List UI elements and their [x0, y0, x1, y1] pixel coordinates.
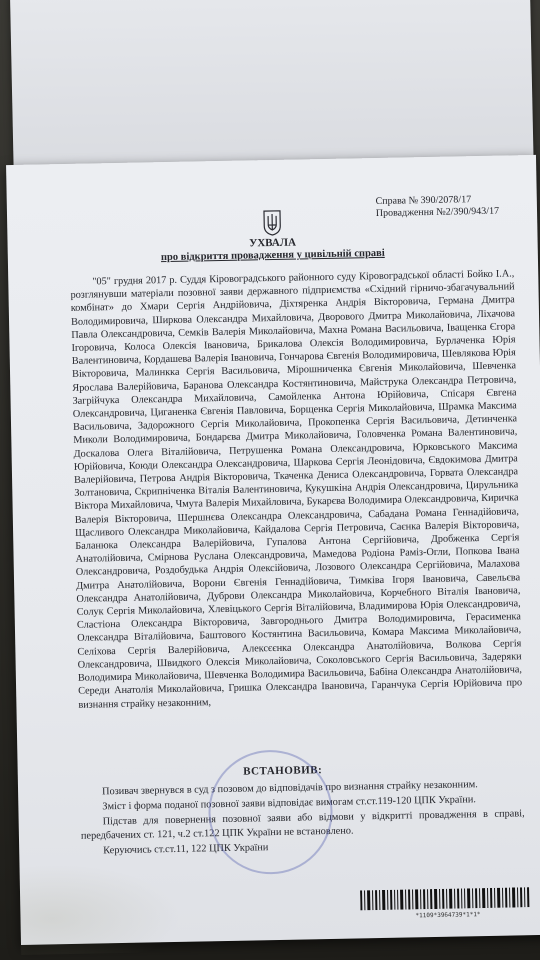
paragraph-guided: Керуючись ст.ст.11, 122 ЦПК України	[103, 841, 269, 857]
paragraph-grounds: Підстав для повернення позовної заяви або відмови у відкритті провадження в справі, передбачених ст. 121, ч.2 ст.122 ЦПК України не встановлено.	[80, 808, 525, 842]
court-stamp	[207, 749, 333, 875]
paragraph-compliance: Зміст і форма поданої позовної заяви відповідає вимогам ст.ст.119-120 ЦПК України.	[102, 794, 477, 813]
coat-of-arms-icon	[262, 210, 282, 236]
case-reference	[375, 194, 499, 220]
document-title: УХВАЛА	[249, 236, 297, 250]
ruling-body	[70, 267, 522, 711]
established-heading: ВСТАНОВИВ:	[243, 764, 323, 778]
barcode-number: *1109*3964739*1*1*	[415, 911, 481, 920]
paragraph-claim: Позивач звернувся в суд з позовом до відповідачів про визнання страйку незаконним.	[101, 779, 478, 798]
case-number: Справа № 390/2078/17	[375, 194, 472, 207]
document-page	[6, 155, 540, 945]
ruling-intro-paragraph: "05" грудня 2017 р. Суддя Кіровоградського районного суду Кіровоградської області Бойко І.А., розглянувши матеріали позовної заяви державного підприємства «Східний гірничо-збагачувальний комбінат» до Хмари Сергія Андрійовича, Діхтяренка Андрія Вікторовича, Германа Дмитра Володимировича, Ширкова Олександра Михайловича, Дворового Дмитра Миколайовича, Ліхачова Павла Олександровича, Семків Валерія Миколайовича, Махна Романа Васильовича, Іващенка Єгора Ігоровича, Колоса Олексія Івановича, Брикалова Олексія Володимировича, Бурлаченка Юрія Валентиновича, Кордашева Валерія Івановича, Гончарова Євгенія Володимировича, Шевлякова Юрія Вікторовича, Малинкка Сергія Васильовича, Мірошниченка Євгенія Миколайовича, Шевченка Ярослава Валерійовича, Баранова Олександра Костянтиновича, Майструка Олександра Петровича, Загрійчука Олександра Михайловича, Самойленка Антона Юрійовича, Спісаря Євгена Олександровича, Циганенка Євгенія Павловича, Борщенка Сергія Миколайовича, Шрамка Максима Васильовича, Задорожного Сергія Миколайовича, Прокопенка Сергія Васильовича, Детинченка Миколи Володимировича, Бондарєва Дмитра Миколайовича, Головченка Романа Валентиновича, Доскалова Олега Віталійовича, Петрушенка Романа Олександровича, Юрковського Максима Юрійовича, Коюди Олександра Олександровича, Шаркова Сергія Леонідовича, Євдокимова Дмитра Валерійовича, Петрова Андрія Вікторовича, Ткаченка Дениса Олександровича, Горвата Олександра Золтановича, Скрипніченка Віталія Валентиновича, Кукушкіна Андрія Олександровича, Цирульника Віктора Михайловича, Чмута Валерія Михайловича, Букарєва Володимира Олександровича, Киричка Валерія Вікторовича, Шершнєва Олександра Олександровича, Сабадана Романа Геннадійовича, Щасливого Олександра Миколайовича, Кайдалова Сергія Петровича, Саєнка Валерія Вікторовича, Баланюка Олександра Валерійовича, Гупалова Антона Сергійовича, Дробженка Сергія Анатолійовича, Смірнова Руслана Олександровича, Мамедова Родіона Раміз-Огли, Попкова Івана Олександровича, Роздобудька Андрія Олексійовича, Лозового Олександра Сергійовича, Малахова Дмитра Анатолійовича, Ворони Євгенія Геннадійовича, Тимківа Ігоря Івановича, Савельєва Олександра Анатолійовича, Дуброви Олександра Миколайовича, Корчебного Віталія Івановича, Солук Сергія Миколайовича, Хлевіцького Сергія Віталійовича, Владимирова Юрія Олександровича, Сластіона Олександра Вікторовича, Завгороднього Дмитра Володимировича, Герасименка Олександра Віталійовича, Баштового Костянтина Васильовича, Комара Максима Миколайовича, Селіхова Сергія Валерійовича, Алексєєнка Олександра Анатолійовича, Волкова Сергія Олександровича, Швидкого Олексія Миколайовича, Соколовського Сергія Васильовича, Задеряки Володимира Миколайовича, Шевченка Володимира Васильовича, Бабіна Олександра Анатолійовича, Середи Анатолія Миколайовича, Гришка Олександра Івановича, Гаранчука Сергія Юрійовича про визнання страйку незаконним,	[70, 268, 523, 711]
page-stain	[19, 862, 181, 955]
barcode-icon	[360, 887, 530, 910]
proceeding-number: Провадження №2/390/943/17	[375, 205, 500, 219]
document-subtitle: про відкриття провадження у цивільній справі	[160, 247, 385, 264]
